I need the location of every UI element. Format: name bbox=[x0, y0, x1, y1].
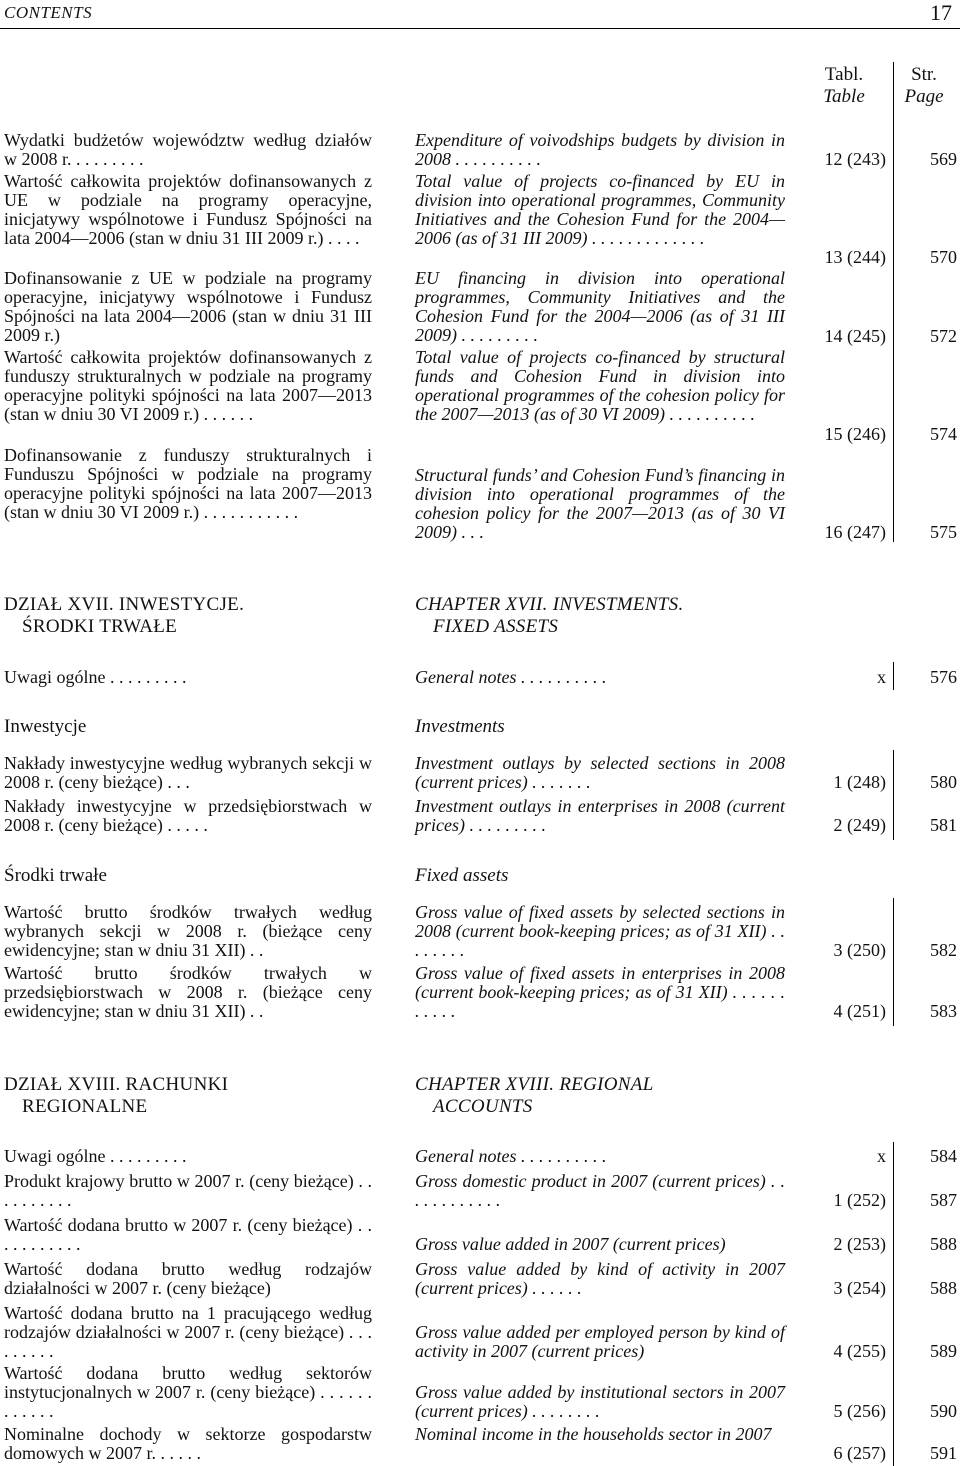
table-ref: 5 (256) bbox=[833, 1401, 886, 1421]
chapter-18-heading-pl bbox=[4, 1074, 228, 1118]
toc-entry-pl[interactable]: Wartość całkowita projektów dofinansowanych z funduszy strukturalnych w podziale na programy operacyjne polityki spójności na lata 2007—2013 (stan w dniu 30 VI 2009 r.) . . . . . . bbox=[4, 347, 372, 424]
table-ref: 4 (251) bbox=[833, 1001, 886, 1021]
subsection-heading-en: Investments bbox=[415, 716, 505, 737]
chapter-17-heading-en bbox=[415, 594, 684, 638]
page-ref: 572 bbox=[930, 326, 957, 346]
toc-entry-en[interactable]: Gross value added by kind of activity in 2007 (current prices) . . . . . . bbox=[415, 1259, 785, 1298]
toc-entry-en[interactable]: Total value of projects co-financed by structural funds and Cohesion Fund in division into operational programmes of the cohesion policy for the 2007—2013 (as of 30 VI 2009) . . . . . . . . . . bbox=[415, 347, 785, 424]
toc-entry-en[interactable]: General notes . . . . . . . . . . bbox=[415, 667, 607, 687]
page-ref: 588 bbox=[930, 1278, 957, 1298]
page-ref: 582 bbox=[930, 940, 957, 960]
table-ref: 12 (243) bbox=[824, 149, 886, 169]
column-divider bbox=[893, 750, 894, 840]
page-ref: 584 bbox=[930, 1146, 957, 1166]
chapter-18-title-pl: DZIAŁ XVIII. RACHUNKI bbox=[4, 1074, 229, 1095]
chapter-18-subtitle-en: ACCOUNTS bbox=[433, 1096, 533, 1117]
table-ref: x bbox=[877, 1146, 886, 1166]
table-ref: 14 (245) bbox=[824, 326, 886, 346]
toc-entry-pl[interactable]: Wartość brutto środków trwałych według wybranych sekcji w 2008 r. (bieżące ceny ewidencyjne; stan w dniu 31 XII) . . bbox=[4, 902, 372, 960]
page-ref: 589 bbox=[930, 1341, 957, 1361]
table-ref: x bbox=[877, 667, 886, 687]
section-title: CONTENTS bbox=[4, 3, 93, 22]
page-ref: 575 bbox=[930, 522, 957, 542]
column-divider bbox=[893, 62, 894, 542]
column-header-table bbox=[812, 64, 876, 108]
toc-entry-pl[interactable]: Dofinansowanie z funduszy strukturalnych i Funduszu Spójności w podziale na programy operacyjne polityki spójności na lata 2007—2013 (stan w dniu 30 VI 2009 r.) . . . . . . . . . . . bbox=[4, 445, 372, 522]
page-ref: 581 bbox=[930, 815, 957, 835]
page-ref: 590 bbox=[930, 1401, 957, 1421]
toc-entry-pl[interactable]: Wartość dodana brutto na 1 pracującego według rodzajów działalności w 2007 r. (ceny bieżące) . . . . . . . . . bbox=[4, 1303, 372, 1361]
chapter-17-title-en: CHAPTER XVII. INVESTMENTS. bbox=[415, 594, 684, 615]
page-ref: 576 bbox=[930, 667, 957, 687]
table-ref: 15 (246) bbox=[824, 424, 886, 444]
table-ref: 3 (254) bbox=[833, 1278, 886, 1298]
table-ref: 4 (255) bbox=[833, 1341, 886, 1361]
toc-entry-pl[interactable]: Wartość dodana brutto w 2007 r. (ceny bieżące) . . . . . . . . . . . bbox=[4, 1215, 372, 1254]
toc-entry-pl[interactable]: Wartość dodana brutto według sektorów instytucjonalnych w 2007 r. (ceny bieżące) . . . . . . . . . . . . bbox=[4, 1363, 372, 1421]
column-divider bbox=[893, 662, 894, 690]
toc-entry-en[interactable]: Gross value of fixed assets by selected sections in 2008 (current book-keeping prices; as of 31 XII) . . . . . . . . bbox=[415, 902, 785, 960]
column-page-label: Page bbox=[904, 86, 944, 107]
chapter-18-title-en: CHAPTER XVIII. REGIONAL bbox=[415, 1074, 654, 1095]
page-ref: 580 bbox=[930, 772, 957, 792]
chapter-18-heading-en bbox=[415, 1074, 654, 1118]
toc-entry-en[interactable]: Total value of projects co-financed by EU in division into operational programmes, Community Initiatives and the Cohesion Fund for the 2004—2006 (as of 31 III 2009) . . . . . . . . . . . . . bbox=[415, 171, 785, 248]
toc-entry-en[interactable]: Gross value added per employed person by kind of activity in 2007 (current prices) bbox=[415, 1322, 785, 1361]
table-ref: 1 (252) bbox=[833, 1190, 886, 1210]
chapter-17-heading-pl bbox=[4, 594, 244, 638]
toc-entry-en[interactable]: Expenditure of voivodships budgets by division in 2008 . . . . . . . . . . bbox=[415, 130, 785, 169]
subsection-heading-pl: Inwestycje bbox=[4, 716, 87, 737]
toc-entry-en[interactable]: Structural funds’ and Cohesion Fund’s financing in division into operational programmes of the cohesion policy for the 2007—2013 (as of 30 VI 2009) . . . bbox=[415, 465, 785, 542]
toc-entry-en[interactable]: Nominal income in the households sector in 2007 bbox=[415, 1424, 772, 1444]
page-ref: 574 bbox=[930, 424, 957, 444]
page-number: 17 bbox=[930, 0, 952, 25]
toc-entry-en[interactable]: Gross domestic product in 2007 (current prices) . . . . . . . . . . . . bbox=[415, 1171, 785, 1210]
table-ref: 13 (244) bbox=[824, 247, 886, 267]
page-ref: 587 bbox=[930, 1190, 957, 1210]
chapter-18-subtitle-pl: REGIONALNE bbox=[22, 1096, 148, 1117]
toc-entry-pl[interactable]: Dofinansowanie z UE w podziale na programy operacyjne, inicjatywy wspólnotowe i Fundusz Spójności na lata 2004—2006 (stan w dniu 31 III 2009 r.) bbox=[4, 268, 372, 345]
toc-entry-pl[interactable]: Produkt krajowy brutto w 2007 r. (ceny bieżące) . . . . . . . . . . bbox=[4, 1171, 372, 1210]
column-table-label: Table bbox=[823, 86, 865, 107]
page-ref: 583 bbox=[930, 1001, 957, 1021]
column-tabl-label: Tabl. bbox=[824, 64, 864, 85]
toc-entry-pl[interactable]: Nakłady inwestycyjne według wybranych sekcji w 2008 r. (ceny bieżące) . . . bbox=[4, 753, 372, 792]
toc-entry-en[interactable]: General notes . . . . . . . . . . bbox=[415, 1146, 607, 1166]
column-str-label: Str. bbox=[911, 64, 937, 85]
toc-entry-en[interactable]: Gross value added in 2007 (current prices) bbox=[415, 1234, 726, 1254]
table-ref: 1 (248) bbox=[833, 772, 886, 792]
chapter-17-subtitle-en: FIXED ASSETS bbox=[433, 616, 559, 637]
chapter-17-subtitle-pl: ŚRODKI TRWAŁE bbox=[22, 616, 178, 637]
toc-entry-pl[interactable]: Nakłady inwestycyjne w przedsiębiorstwach w 2008 r. (ceny bieżące) . . . . . bbox=[4, 796, 372, 835]
toc-entry-pl[interactable]: Nominalne dochody w sektorze gospodarstw domowych w 2007 r. . . . . . bbox=[4, 1424, 372, 1463]
table-ref: 2 (253) bbox=[833, 1234, 886, 1254]
toc-entry-pl[interactable]: Uwagi ogólne . . . . . . . . . bbox=[4, 667, 187, 687]
page-ref: 588 bbox=[930, 1234, 957, 1254]
toc-entry-en[interactable]: EU financing in division into operational programmes, Community Initiatives and the Cohesion Fund for the 2004—2006 (as of 31 III 2009) . . . . . . . . . bbox=[415, 268, 785, 345]
subsection-heading-pl: Środki trwałe bbox=[4, 865, 107, 886]
toc-entry-pl[interactable]: Uwagi ogólne . . . . . . . . . bbox=[4, 1146, 187, 1166]
toc-entry-pl[interactable]: Wartość dodana brutto według rodzajów działalności w 2007 r. (ceny bieżące) bbox=[4, 1259, 372, 1298]
toc-entry-pl[interactable]: Wydatki budżetów województw według działów w 2008 r. . . . . . . . . bbox=[4, 130, 372, 169]
toc-entry-en[interactable]: Investment outlays in enterprises in 2008 (current prices) . . . . . . . . . bbox=[415, 796, 785, 835]
page-header bbox=[0, 0, 960, 29]
toc-entry-en[interactable]: Investment outlays by selected sections in 2008 (current prices) . . . . . . . bbox=[415, 753, 785, 792]
chapter-17-title-pl: DZIAŁ XVII. INWESTYCJE. bbox=[4, 594, 245, 615]
column-divider bbox=[893, 1142, 894, 1466]
page-ref: 570 bbox=[930, 247, 957, 267]
column-divider bbox=[893, 898, 894, 1026]
toc-entry-pl[interactable]: Wartość całkowita projektów dofinansowanych z UE w podziale na programy operacyjne, inicjatywy wspólnotowe i Fundusz Spójności na lata 2004—2006 (stan w dniu 31 III 2009 r.) . . . . bbox=[4, 171, 372, 248]
page-ref: 591 bbox=[930, 1443, 957, 1463]
toc-entry-en[interactable]: Gross value added by institutional sectors in 2007 (current prices) . . . . . . . . bbox=[415, 1382, 785, 1421]
page-ref: 569 bbox=[930, 149, 957, 169]
toc-entry-pl[interactable]: Wartość brutto środków trwałych w przedsiębiorstwach w 2008 r. (bieżące ceny ewidencyjne; stan w dniu 31 XII) . . bbox=[4, 963, 372, 1021]
table-ref: 3 (250) bbox=[833, 940, 886, 960]
toc-entry-en[interactable]: Gross value of fixed assets in enterprises in 2008 (current book-keeping prices; as of 31 XII) . . . . . . . . . . . bbox=[415, 963, 785, 1021]
table-ref: 16 (247) bbox=[824, 522, 886, 542]
table-ref: 6 (257) bbox=[833, 1443, 886, 1463]
table-ref: 2 (249) bbox=[833, 815, 886, 835]
column-header-page bbox=[896, 64, 952, 108]
subsection-heading-en: Fixed assets bbox=[415, 865, 509, 886]
